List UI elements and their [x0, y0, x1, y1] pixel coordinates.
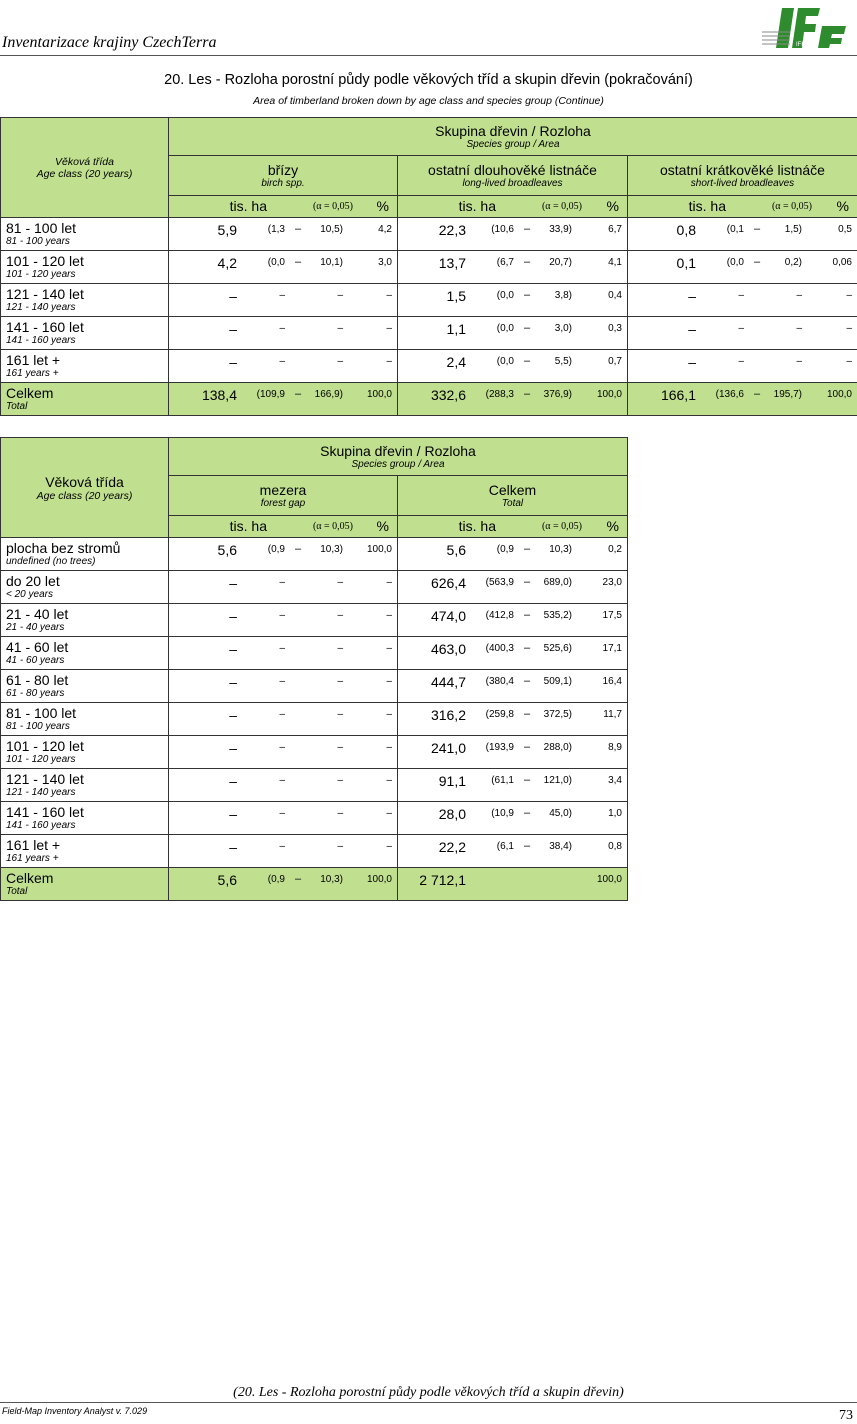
ci-low: (0,9	[267, 544, 285, 555]
ci-high: 20,7)	[549, 257, 572, 268]
ifer-logo	[760, 2, 854, 54]
percent: 17,1	[602, 643, 622, 654]
ci-high: –	[337, 676, 343, 687]
ci-high: 288,0)	[543, 742, 572, 753]
ci-high: –	[337, 742, 343, 753]
data-cell	[169, 350, 398, 383]
value: –	[229, 674, 237, 690]
ci-dash: –	[523, 741, 531, 753]
ci-low: (380,4	[485, 676, 514, 687]
ci-dash	[285, 740, 311, 741]
value: –	[229, 839, 237, 855]
percent: 100,0	[596, 389, 622, 400]
header-rule	[0, 55, 857, 56]
col-header-short-lived: ostatní krátkověké listnáče short-lived broadleaves	[628, 156, 857, 196]
ci-high: –	[796, 323, 802, 334]
percent: –	[386, 775, 392, 786]
percent: –	[386, 323, 392, 334]
ci-dash: –	[294, 256, 302, 268]
percent: 0,4	[608, 290, 622, 301]
value: –	[688, 354, 696, 370]
ci-high: 38,4)	[549, 841, 572, 852]
value: 5,6	[446, 542, 466, 558]
data-cell	[169, 868, 398, 901]
ci-dash: –	[523, 355, 531, 367]
value: 2 712,1	[419, 872, 466, 888]
value: 22,2	[438, 839, 466, 855]
value: –	[229, 608, 237, 624]
data-cell	[169, 670, 398, 703]
ci-dash	[744, 321, 770, 322]
data-cell	[398, 637, 628, 670]
row-label: 141 - 160 let 141 - 160 years	[1, 317, 169, 350]
row-label: 101 - 120 let 101 - 120 years	[1, 736, 169, 769]
percent: 4,1	[608, 257, 622, 268]
ci-low: (1,3	[267, 224, 285, 235]
ci-high: 3,0)	[554, 323, 572, 334]
percent: 3,0	[378, 257, 392, 268]
ci-dash	[514, 872, 540, 873]
table-row	[1, 670, 628, 703]
table-row	[1, 769, 628, 802]
table-2	[0, 437, 628, 901]
value: 474,0	[430, 608, 466, 624]
ci-high: 376,9)	[543, 389, 572, 400]
species-group-header: Skupina dřevin / Rozloha Species group / Area	[169, 118, 857, 156]
value: 5,6	[217, 542, 237, 558]
ci-dash	[744, 288, 770, 289]
data-cell	[398, 769, 628, 802]
ci-low: (136,6	[715, 389, 744, 400]
percent: 3,4	[608, 775, 622, 786]
table-row	[1, 218, 857, 251]
data-cell	[398, 350, 628, 383]
ci-dash	[285, 354, 311, 355]
ci-high: 10,3)	[320, 874, 343, 885]
percent: 23,0	[602, 577, 622, 588]
data-cell	[169, 736, 398, 769]
value: –	[229, 641, 237, 657]
ci-dash	[285, 707, 311, 708]
ci-low: –	[279, 841, 285, 852]
logo-text: IFER	[796, 42, 810, 48]
table-row	[1, 350, 857, 383]
footer-software: Field-Map Inventory Analyst v. 7.029	[2, 1406, 148, 1416]
table-row	[1, 571, 628, 604]
ci-low: –	[279, 323, 285, 334]
ci-high: 10,3)	[549, 544, 572, 555]
percent: –	[386, 841, 392, 852]
ci-low: (61,1	[491, 775, 514, 786]
ci-low: –	[738, 356, 744, 367]
value: 138,4	[201, 387, 237, 403]
ci-dash	[285, 674, 311, 675]
ci-high: 45,0)	[549, 808, 572, 819]
ci-dash: –	[294, 873, 302, 885]
ci-high: 372,5)	[543, 709, 572, 720]
percent: 100,0	[596, 874, 622, 885]
percent: 0,8	[608, 841, 622, 852]
ci-high: 535,2)	[543, 610, 572, 621]
data-cell	[169, 218, 398, 251]
table-row	[1, 284, 857, 317]
data-cell	[398, 284, 628, 317]
ci-low: (193,9	[485, 742, 514, 753]
page-title: 20. Les - Rozloha porostní půdy podle věkových tříd a skupin dřevin (pokračování)	[164, 72, 693, 88]
row-label: 61 - 80 let 61 - 80 years	[1, 670, 169, 703]
ci-high: –	[337, 610, 343, 621]
value: 444,7	[430, 674, 466, 690]
percent: –	[386, 709, 392, 720]
ci-dash: –	[523, 576, 531, 588]
value: 28,0	[438, 806, 466, 822]
ci-high: –	[337, 709, 343, 720]
table-row	[1, 703, 628, 736]
data-cell	[169, 251, 398, 284]
percent: –	[386, 742, 392, 753]
ci-high: –	[337, 323, 343, 334]
data-cell	[398, 703, 628, 736]
ci-low: –	[279, 356, 285, 367]
page-subtitle: Area of timberland broken down by age class and species group (Continue)	[253, 95, 604, 107]
ci-dash	[744, 354, 770, 355]
ci-low	[466, 872, 514, 874]
row-label: do 20 let < 20 years	[1, 571, 169, 604]
ci-dash: –	[523, 642, 531, 654]
data-cell	[398, 538, 628, 571]
ci-high: 3,8)	[554, 290, 572, 301]
ci-low: (6,7	[496, 257, 514, 268]
row-label: 81 - 100 let 81 - 100 years	[1, 703, 169, 736]
table-row	[1, 604, 628, 637]
ci-low: (0,0	[726, 257, 744, 268]
value: 626,4	[430, 575, 466, 591]
table-row	[1, 637, 628, 670]
value: –	[229, 773, 237, 789]
ci-high: 10,5)	[320, 224, 343, 235]
ci-low: (6,1	[496, 841, 514, 852]
data-cell	[628, 218, 857, 251]
value: 5,6	[217, 872, 237, 888]
percent: –	[386, 610, 392, 621]
row-label: 141 - 160 let 141 - 160 years	[1, 802, 169, 835]
table-row	[1, 317, 857, 350]
page-number: 73	[839, 1408, 853, 1423]
row-label: 81 - 100 let 81 - 100 years	[1, 218, 169, 251]
species-group-header: Skupina dřevin / Rozloha Species group / Area	[169, 438, 628, 476]
ci-low: –	[279, 676, 285, 687]
ci-low: –	[738, 323, 744, 334]
ci-dash: –	[294, 543, 302, 555]
row-label: 121 - 140 let 121 - 140 years	[1, 769, 169, 802]
percent: –	[386, 577, 392, 588]
ci-dash: –	[523, 388, 531, 400]
percent: 17,5	[602, 610, 622, 621]
value: –	[229, 321, 237, 337]
value: 241,0	[430, 740, 466, 756]
percent: 0,06	[832, 257, 852, 268]
ci-dash	[285, 288, 311, 289]
row-label: Celkem Total	[1, 868, 169, 901]
ci-dash: –	[523, 774, 531, 786]
value: 332,6	[430, 387, 466, 403]
col-header-birch: břízy birch spp.	[169, 156, 398, 196]
ci-low: –	[738, 290, 744, 301]
ci-low: –	[279, 643, 285, 654]
data-cell	[169, 769, 398, 802]
ci-dash	[285, 575, 311, 576]
ci-high: 166,9)	[314, 389, 343, 400]
percent: 100,0	[366, 389, 392, 400]
data-cell	[169, 835, 398, 868]
percent: –	[846, 290, 852, 301]
ci-low: (400,3	[485, 643, 514, 654]
percent: 4,2	[378, 224, 392, 235]
value: –	[688, 288, 696, 304]
percent: 0,2	[608, 544, 622, 555]
ci-high: –	[337, 841, 343, 852]
ci-high: 33,9)	[549, 224, 572, 235]
ci-low: (109,9	[256, 389, 285, 400]
value: 5,9	[217, 222, 237, 238]
ci-low: (288,3	[485, 389, 514, 400]
table-1	[0, 117, 857, 416]
ci-low: –	[279, 775, 285, 786]
ci-dash: –	[753, 223, 761, 235]
ci-dash	[285, 806, 311, 807]
ci-dash	[285, 839, 311, 840]
ci-high: –	[337, 290, 343, 301]
ci-dash: –	[523, 289, 531, 301]
data-cell	[628, 383, 857, 416]
data-cell	[398, 736, 628, 769]
percent: 11,7	[603, 709, 622, 720]
value: 1,5	[446, 288, 466, 304]
data-cell	[398, 251, 628, 284]
total-row	[1, 383, 857, 416]
ci-low: –	[279, 290, 285, 301]
ci-low: (0,1	[726, 224, 744, 235]
value: 463,0	[430, 641, 466, 657]
ci-high: 525,6)	[543, 643, 572, 654]
table-row	[1, 538, 628, 571]
ci-low: –	[279, 709, 285, 720]
ci-low: –	[279, 742, 285, 753]
value: –	[229, 740, 237, 756]
ci-dash: –	[753, 388, 761, 400]
data-cell	[169, 317, 398, 350]
ci-low: (412,8	[485, 610, 514, 621]
value: 91,1	[438, 773, 466, 789]
ci-high: –	[796, 356, 802, 367]
ci-dash: –	[523, 840, 531, 852]
ci-high: –	[337, 356, 343, 367]
ci-low: (563,9	[485, 577, 514, 588]
data-cell	[169, 703, 398, 736]
ci-high: 689,0)	[543, 577, 572, 588]
ci-low: (10,6	[491, 224, 514, 235]
ci-high: –	[337, 643, 343, 654]
value: –	[229, 707, 237, 723]
ci-high: 10,1)	[320, 257, 343, 268]
ci-low: (10,9	[491, 808, 514, 819]
percent: 0,5	[838, 224, 852, 235]
percent: –	[386, 676, 392, 687]
ci-dash: –	[523, 543, 531, 555]
percent: –	[386, 356, 392, 367]
ci-dash	[285, 641, 311, 642]
ci-dash: –	[523, 807, 531, 819]
value: 13,7	[438, 255, 466, 271]
row-label: Celkem Total	[1, 383, 169, 416]
ci-high: –	[337, 577, 343, 588]
ci-dash: –	[523, 223, 531, 235]
percent: 16,4	[602, 676, 622, 687]
ci-dash: –	[523, 675, 531, 687]
ci-high: 0,2)	[784, 257, 802, 268]
row-label: 101 - 120 let 101 - 120 years	[1, 251, 169, 284]
value: –	[229, 575, 237, 591]
unit-row: tis. ha (α = 0,05) % tis. ha (α = 0,05) % tis. ha (α = 0,05) %	[1, 196, 857, 218]
row-label: 21 - 40 let 21 - 40 years	[1, 604, 169, 637]
data-cell	[169, 538, 398, 571]
row-label: plocha bez stromů undefined (no trees)	[1, 538, 169, 571]
data-cell	[398, 571, 628, 604]
ci-high: 509,1)	[543, 676, 572, 687]
data-cell	[398, 802, 628, 835]
value: 1,1	[446, 321, 466, 337]
age-class-header: Věková třída Age class (20 years)	[1, 118, 169, 218]
value: 316,2	[430, 707, 466, 723]
percent: –	[386, 808, 392, 819]
percent: –	[846, 323, 852, 334]
percent: –	[386, 643, 392, 654]
ci-high: –	[337, 775, 343, 786]
table-row	[1, 251, 857, 284]
ci-dash: –	[294, 223, 302, 235]
ci-high: 10,3)	[320, 544, 343, 555]
data-cell	[169, 604, 398, 637]
percent: 6,7	[608, 224, 622, 235]
data-cell	[398, 604, 628, 637]
data-cell	[169, 802, 398, 835]
data-cell	[628, 350, 857, 383]
value: –	[688, 321, 696, 337]
ci-low: (259,8	[485, 709, 514, 720]
ci-high: 1,5)	[784, 224, 802, 235]
footer-rule	[0, 1402, 857, 1403]
ci-dash: –	[523, 322, 531, 334]
col-header-total: Celkem Total	[398, 476, 628, 516]
value: 4,2	[217, 255, 237, 271]
row-label: 121 - 140 let 121 - 140 years	[1, 284, 169, 317]
table-row	[1, 802, 628, 835]
data-cell	[628, 284, 857, 317]
value: 22,3	[438, 222, 466, 238]
value: –	[229, 806, 237, 822]
footer-caption: (20. Les - Rozloha porostní půdy podle věkových tříd a skupin dřevin)	[233, 1385, 624, 1400]
value: 0,1	[676, 255, 696, 271]
ci-dash	[285, 608, 311, 609]
unit-row: tis. ha (α = 0,05) % tis. ha (α = 0,05) %	[1, 516, 628, 538]
ci-dash: –	[753, 256, 761, 268]
value: 0,8	[676, 222, 696, 238]
ci-low: –	[279, 577, 285, 588]
ci-dash	[285, 321, 311, 322]
data-cell	[628, 317, 857, 350]
table-row	[1, 736, 628, 769]
ci-low: (0,0	[267, 257, 285, 268]
value: –	[229, 354, 237, 370]
data-cell	[398, 317, 628, 350]
ci-high: 195,7)	[773, 389, 802, 400]
value: –	[229, 288, 237, 304]
table-row	[1, 835, 628, 868]
ci-low: –	[279, 610, 285, 621]
ci-low: (0,9	[267, 874, 285, 885]
ci-dash: –	[294, 388, 302, 400]
ci-high	[540, 872, 572, 874]
data-cell	[398, 383, 628, 416]
total-row	[1, 868, 628, 901]
percent: 8,9	[608, 742, 622, 753]
ci-low: –	[279, 808, 285, 819]
data-cell	[398, 868, 628, 901]
percent: 100,0	[366, 874, 392, 885]
percent: 0,7	[608, 356, 622, 367]
ci-low: (0,0	[496, 356, 514, 367]
col-header-long-lived: ostatní dlouhověké listnáče long-lived broadleaves	[398, 156, 628, 196]
data-cell	[398, 835, 628, 868]
percent: 1,0	[608, 808, 622, 819]
ci-dash: –	[523, 708, 531, 720]
ci-low: (0,9	[496, 544, 514, 555]
data-cell	[169, 383, 398, 416]
data-cell	[169, 571, 398, 604]
data-cell	[169, 637, 398, 670]
percent: 100,0	[366, 544, 392, 555]
data-cell	[398, 670, 628, 703]
ci-high: 5,5)	[554, 356, 572, 367]
ci-high: –	[337, 808, 343, 819]
ci-low: (0,0	[496, 323, 514, 334]
ci-high: 121,0)	[543, 775, 572, 786]
ci-dash: –	[523, 609, 531, 621]
ci-dash	[285, 773, 311, 774]
col-header-forest-gap: mezera forest gap	[169, 476, 398, 516]
percent: 0,3	[608, 323, 622, 334]
header-title: Inventarizace krajiny CzechTerra	[2, 34, 217, 51]
percent: 100,0	[826, 389, 852, 400]
ci-low: (0,0	[496, 290, 514, 301]
data-cell	[628, 251, 857, 284]
ci-dash: –	[523, 256, 531, 268]
row-label: 41 - 60 let 41 - 60 years	[1, 637, 169, 670]
percent: –	[386, 290, 392, 301]
row-label: 161 let + 161 years +	[1, 835, 169, 868]
ci-high: –	[796, 290, 802, 301]
percent: –	[846, 356, 852, 367]
value: 2,4	[446, 354, 466, 370]
row-label: 161 let + 161 years +	[1, 350, 169, 383]
age-class-header: Věková třída Age class (20 years)	[1, 438, 169, 538]
value: 166,1	[660, 387, 696, 403]
data-cell	[398, 218, 628, 251]
data-cell	[169, 284, 398, 317]
